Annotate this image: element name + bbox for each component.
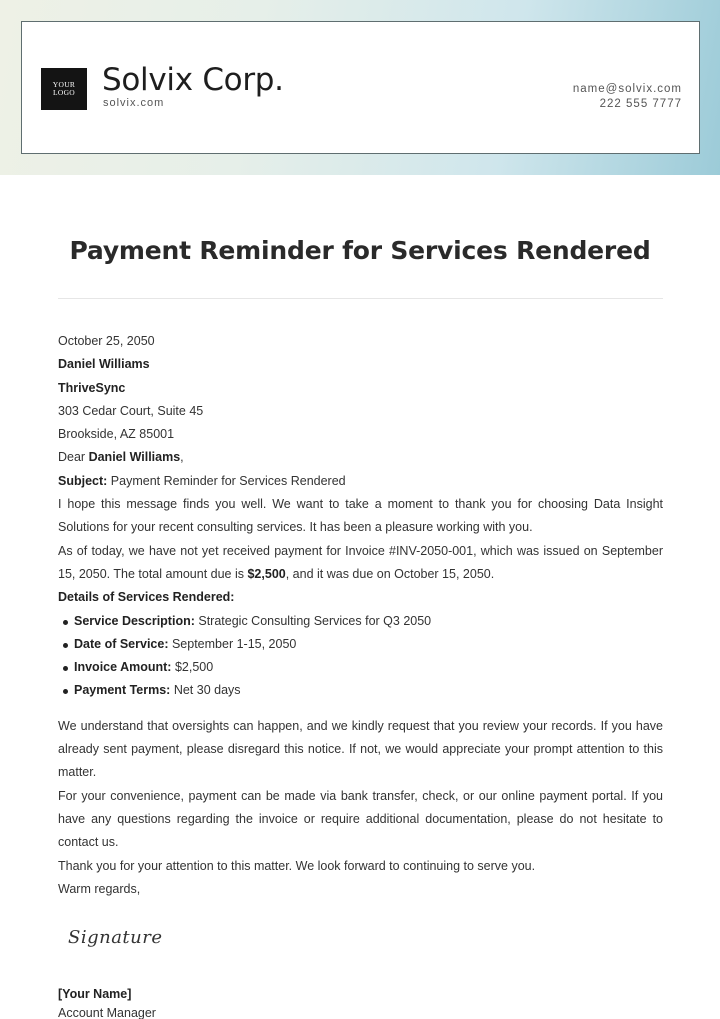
signature: Signature bbox=[68, 927, 163, 948]
recipient-company: ThriveSync bbox=[58, 380, 126, 395]
sender-name: [Your Name] bbox=[58, 987, 132, 1001]
page-title: Payment Reminder for Services Rendered bbox=[69, 236, 651, 265]
contact-phone: 222 555 7777 bbox=[599, 98, 682, 110]
contact-info bbox=[573, 82, 682, 112]
paragraph-intro: I hope this message finds you well. We want to take a moment to thank you for choosing Data Insight Solutions for your recent consulting services. It has been a pleasure working with you. bbox=[58, 497, 663, 535]
letter-body bbox=[58, 330, 663, 901]
details-item: Service Description: Strategic Consulting Services for Q3 2050 bbox=[58, 610, 663, 633]
closing: Warm regards, bbox=[58, 881, 141, 896]
address-line-1: 303 Cedar Court, Suite 45 bbox=[58, 403, 204, 418]
logo-text-line2: LOGO bbox=[52, 88, 76, 97]
logo-text-line1: YOUR bbox=[52, 80, 76, 89]
subject-line: Subject: Payment Reminder for Services Rendered bbox=[58, 473, 346, 488]
details-item: Payment Terms: Net 30 days bbox=[58, 679, 663, 702]
contact-email: name@solvix.com bbox=[572, 83, 682, 95]
details-item: Invoice Amount: $2,500 bbox=[58, 656, 663, 679]
sender-role: Account Manager bbox=[58, 1006, 156, 1019]
address-line-2: Brookside, AZ 85001 bbox=[58, 427, 175, 442]
company-logo bbox=[41, 68, 87, 110]
spacer bbox=[58, 703, 663, 715]
company-website: solvix.com bbox=[103, 97, 165, 109]
details-item: Date of Service: September 1-15, 2050 bbox=[58, 633, 663, 656]
paragraph-amount-due: As of today, we have not yet received payment for Invoice #INV-2050-001, which was issued on September 15, 2050. The total amount due is $2,500, and it was due on October 15, 2050. bbox=[58, 543, 663, 581]
salutation: Dear Daniel Williams, bbox=[58, 450, 184, 465]
paragraph-thanks: Thank you for your attention to this matter. We look forward to continuing to serve you. bbox=[58, 858, 536, 873]
recipient-name: Daniel Williams bbox=[58, 357, 150, 372]
paragraph-payment-options: For your convenience, payment can be made via bank transfer, check, or our online payment portal. If you have any questions regarding the invoice or require additional documentation, please do not hesitate to contact us. bbox=[58, 788, 663, 850]
details-list bbox=[58, 610, 663, 703]
details-heading: Details of Services Rendered: bbox=[58, 590, 235, 605]
title-divider bbox=[58, 298, 663, 299]
letter-date: October 25, 2050 bbox=[58, 334, 155, 348]
company-name: Solvix Corp. bbox=[102, 62, 284, 98]
paragraph-request: We understand that oversights can happen, and we kindly request that you review your records. If you have already sent payment, please disregard this notice. If not, we would appreciate your prompt attention to this matter. bbox=[58, 718, 663, 780]
